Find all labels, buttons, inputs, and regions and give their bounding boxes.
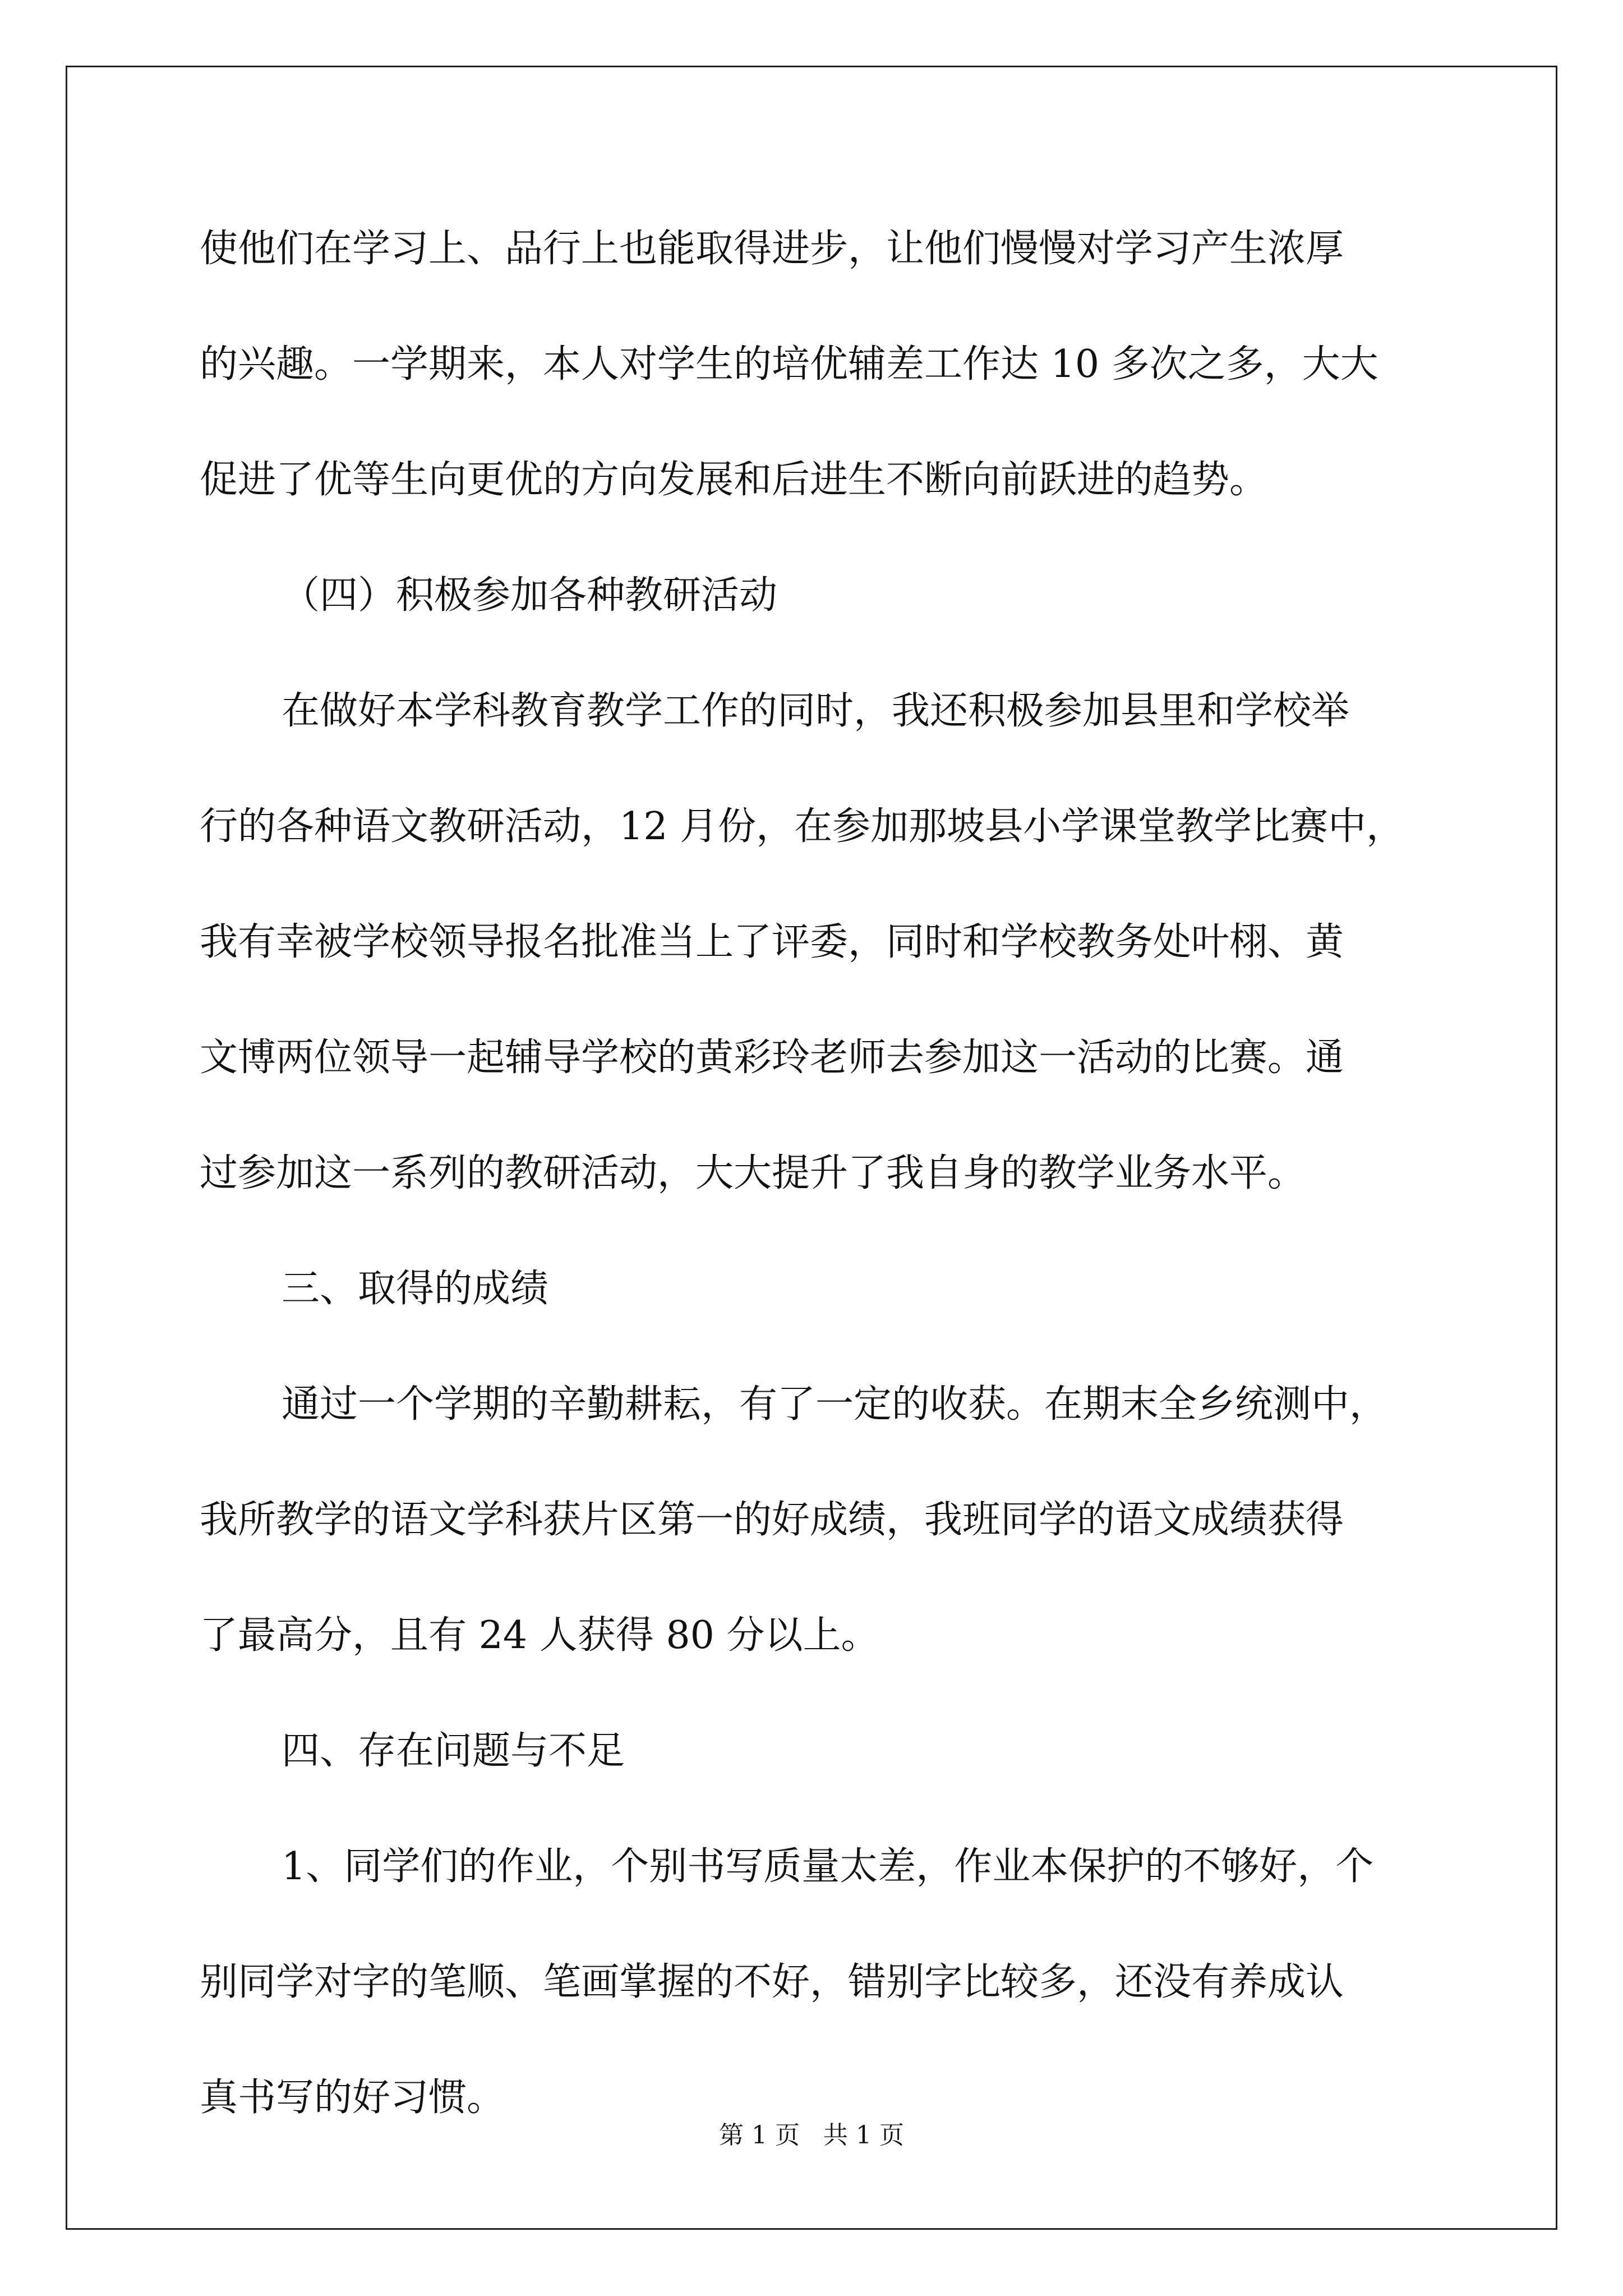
text-line: 别同学对字的笔顺、笔画掌握的不好，错别字比较多，还没有养成认 xyxy=(200,1960,1344,2004)
text-line: 在做好本学科教育教学工作的同时，我还积极参加县里和学校举 xyxy=(282,689,1350,733)
text-line: 使他们在学习上、品行上也能取得进步，让他们慢慢对学习产生浓厚 xyxy=(200,227,1344,271)
text-line: 了最高分，且有 24 人获得 80 分以上。 xyxy=(200,1613,879,1658)
text-line: 行的各种语文教研活动，12 月份，在参加那坡县小学课堂教学比赛中， xyxy=(200,804,1405,849)
text-line: 过参加这一系列的教研活动，大大提升了我自身的教学业务水平。 xyxy=(200,1151,1306,1195)
text-line: 文博两位领导一起辅导学校的黄彩玲老师去参加这一活动的比赛。通 xyxy=(200,1036,1344,1080)
text-line: 促进了优等生向更优的方向发展和后进生不断向前跃进的趋势。 xyxy=(200,458,1268,502)
text-line: 1、同学们的作业，个别书写质量太差，作业本保护的不够好，个 xyxy=(282,1844,1374,1889)
section-heading: 三、取得的成绩 xyxy=(282,1267,549,1311)
text-line: 我所教学的语文学科获片区第一的好成绩，我班同学的语文成绩获得 xyxy=(200,1498,1344,1542)
text-line: 真书写的好习惯。 xyxy=(200,2076,505,2120)
section-heading: （四）积极参加各种教研活动 xyxy=(282,573,778,618)
page-footer: 第 1 页 共 1 页 xyxy=(719,2121,904,2150)
text-line: 我有幸被学校领导报名批准当上了评委，同时和学校教务处叶栩、黄 xyxy=(200,920,1344,964)
text-line: 通过一个学期的辛勤耕耘，有了一定的收获。在期末全乡统测中， xyxy=(282,1382,1388,1427)
section-heading: 四、存在问题与不足 xyxy=(282,1729,625,1773)
document-body xyxy=(200,215,1428,2180)
text-line: 的兴趣。一学期来，本人对学生的培优辅差工作达 10 多次之多，大大 xyxy=(200,342,1378,386)
